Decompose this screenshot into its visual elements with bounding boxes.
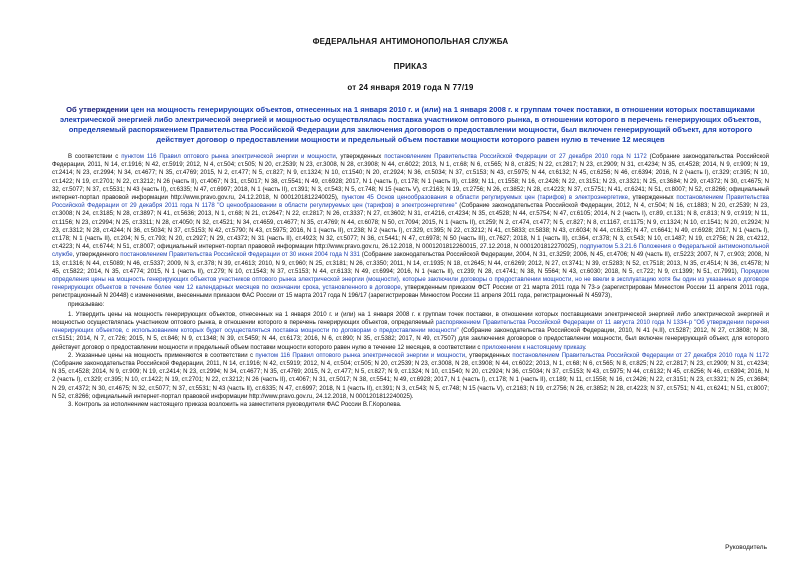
link-resolution-331[interactable]: постановлением Правительства Российской Федерации от 30 июня 2004 года N 331 [120,251,361,259]
text: , утвержденных [628,194,677,202]
organization-name: ФЕДЕРАЛЬНАЯ АНТИМОНОПОЛЬНАЯ СЛУЖБА [312,37,509,46]
text: (Собрание законодательства Российской Федерации, 2011, N 14, ст.1916; N 42, ст.5919; 2012, N 4, ст.504; ст.505; N 20, ст.2539; N 23, ст.3008, N 28, ст.3908; N 44, ст.6022; 2013, N 1, ст.68; N 6, ст.565; N 8, ст.825; N 22, ст.2817; N 23, ст.2909; N 31, ст.4234; N 35, ст.4528; 2014, N 9, ст.909; N 19, ст.2414; N 23, ст.2994; N 34, ст.4677; N 35, ст.4769; 2015, N 2, ст.477; N 5, ст.827; N 9, ст.1324; N 10, ст.1540; N 20, ст.2924; N 36, ст.5034; N 37, ст.5153; N 43, ст.5975; N 44, ст.6132; N 45, ст.6256; N 46, ст.6394; 2016, N 2 (часть I), ст.329; ст.395; N 10, ст.1422; N 19, ст.2701; N 22, ст.3212; N 26 (часть II), ст.4067; N 31, ст.5017; N 38, ст.5541; N 49, ст.6928; 2017, N 1 (часть I), ст.178; N 1 (часть II), ст.189; N 11, ст.1558; N 16, ст.2426; N 22, ст.3151; N 23, ст.3321; N 25, ст.3684; N 29, ст.4372; N 30, ст.4675; N 32, ст.5077; N 37, ст.5531; N 43 (часть II), ст.6335; N 47, ст.6997; 2018, N 1 (часть II), ст.391; N 3, ст.543; N 5, ст.748; N 15 (часть V), ст.2163; N 19, ст.2756; N 26, ст.3852; N 28, ст.4223; N 37, ст.5751; N 41, ст.6241; N 51, ст.8007; N 52, ст.8266; официальный интернет-портал правовой информации http://www.pravo.gov.ru, 24.12.2018, N 0001201812240025). [52,360,769,400]
text: , утвержденных [335,153,385,160]
signature-label: Руководитель [725,544,767,551]
link-wholesale-market-rules-2[interactable]: пунктом 116 Правил оптового рынка электрической энергии и мощности [255,351,466,359]
link-wholesale-market-rules[interactable]: пунктом 116 Правил оптового рынка электрической энергии и мощности [121,153,336,160]
text: (Собрание законодательства Российской Федерации, 2011, N 14, ст.1916; N 42, ст.5919; 2012, N 4, ст.504; ст.505; N 20, ст.2539; N 23, ст.3008, N 28, ст.3908; N 44, ст.6022; 2013, N 1, ст.68; N 6, ст.565; N 8, ст.825; N 22, ст.2817; N 23, ст.2909; N 31, ст.4234; N 35, ст.4528; 2014, N 9, ст.909; N 19, ст.2414; N 23, ст.2994; N 34, ст.4677; N 35, ст.4769; 2015, N 2, ст.477; N 5, ст.827; N 9, ст.1324; N 10, ст.1540; N 20, ст.2924; N 36, ст.5034; N 37, ст.5153; N 43, ст.5975; N 44, ст.6132; N 45, ст.6256; N 46, ст.6394; 2016, N 2 (часть I), ст.329; ст.395; N 10, ст.1422; N 19, ст.2701; N 22, ст.3212; N 26 (часть II), ст.4067; N 31, ст.5017; N 38, ст.5541; N 49, ст.6928; 2017, N 1 (часть I), ст.178; N 1 (часть II), ст.189; N 11, ст.1558; N 16, ст.2426; N 22, ст.3151; N 23, ст.3321; N 25, ст.3684; N 29, ст.4372; N 30, ст.4675; N 32, ст.5077; N 37, ст.5531; N 43 (часть II), ст.6335; N 47, ст.6997; 2018, N 1 (часть II), ст.391; N 3, ст.543; N 5, ст.748; N 15 (часть V), ст.2163; N 19, ст.2756; N 26, ст.3852; N 28, ст.4223; N 37, ст.5751; N 41, ст.6241; N 51, ст.8007; N 52, ст.8266; официальный интернет-портал правовой информации http://www.pravo.gov.ru, 24.12.2018, N 0001201812240025), [52,153,770,202]
document-type: ПРИКАЗ [393,62,428,71]
link-resolution-1172-2[interactable]: постановлением Правительства Российской Федерации от 27 декабря 2010 года N 1172 [512,351,769,359]
title-link[interactable]: цен на мощность генерирующих объектов, отнесенных на 1 января 2010 г. и (или) на 1 января 2008 г. к группам точек поставки, в отношении которых поставщиками электрической энергией либо электрической энергией и мощностью осуществлялась поставка участником оптового рынка, в отношении которого в перечень генерирующих объектов, определяемый распоряжением Правительства Российской Федерации для заключения договоров о предоставлении мощности, был включен генерирующий объект, для которого действует договор о предоставлении мощности и предельный объем поставки мощности которого равен нулю в течение 12 месяцев [59,105,762,144]
link-fas-regulation[interactable]: подпунктом 5.3.21.6 Положения о Федеральной антимонопольной службе [52,243,769,259]
link-order-1334r[interactable]: распоряжением Правительства Российской Федерации от 11 августа 2010 года N 1334-р "Об утверждении перечня генерирующих объектов, с использованием которых будет осуществляться поставка мощности по договорам о предоставлении мощности" [52,319,769,335]
text: (Собрание законодательства Российской Федерации, 2010, N 41 (ч.II), ст.5287; 2012, N 27, ст.3808; N 38, ст.5151; 2014, N 7, ст.726; 2015, N 5, ст.846; N 9, ст.1348; N 39, ст.5459; N 44, ст.6173; 2016, N 6, ст.890; N 35, ст.5382; 2017, N 49, ст.7507) для заключения договоров о предоставлении мощности, был включен генерирующий объект, для которого действует договор о предоставлении мощности и предельный объем поставки мощности которого равен нулю в течение 12 месяцев, в соответствии с [52,327,769,351]
clause-1 [52,311,769,352]
document-title [52,105,769,145]
link-price-procedure[interactable]: Порядком определения цены на мощность генерирующих объектов участников оптового рынка электрической энергии (мощности), которые заключили договоры о предоставлении мощности, но не ввели в эксплуатацию хотя бы один из указанных в договоре генерирующих объектов в течение более чем 12 календарных месяцев по окончании срока, установленного в договоре [52,267,769,292]
link-resolution-1172[interactable]: постановлением Правительства Российской Федерации от 27 декабря 2010 года N 1172 [384,153,647,160]
text: (Собрание законодательства Российской Федерации, 2012, N 4, ст.504; N 16, ст.1883; N 20, ст.2539; N 23, ст.3008; N 24, ст.3185; N 28, ст.3897; N 41, ст.5636; 2013, N 1, ст.68; N 21, ст.2647; N 22, ст.2817; N 26, ст.3337; N 27, ст.3602; N 31, ст.4216, ст.4234; N 35, ст.4528; N 44, ст.5754; N 47, ст.6105; 2014, N 2 (часть I), ст.89, ст.131; N 8, ст.813; N 9, ст.919; N 11, ст.1156; N 23, ст.2994; N 25, ст.3311; N 28, ст.4050; N 32, ст.4521; N 34, ст.4659, ст.4677; N 35, ст.4769; N 44, ст.6078; N 50, ст.7094; 2015, N 1 (часть II), ст.259; N 2, ст.474, ст.477; N 5, ст.827; N 8, ст.1167, ст.1175; N 9, ст.1324; N 10, ст.1541; N 20, ст.2924; N 23, ст.3312; N 28, ст.4244; N 36, ст.5034; N 37, ст.5153; N 42, ст.5790; N 43, ст.5975; 2016, N 1 (часть II), ст.238; N 2 (часть I), ст.329, ст.395; N 22, ст.3212; N 41, ст.5833; ст.5838; N 43, ст.6034; N 44, ст.6135; N 47, ст.6641; N 49, ст.6928; 2017, N 1 (часть I), ст.178; N 1 (часть II), ст.204; N 5, ст.793; N 20, ст.2927; N 29, ст.4372; N 31 (часть II), ст.4923; N 32, ст.5077; N 36, ст.5441; N 47, ст.6978; N 50 (часть III), ст.7627; 2018, N 1 (часть II), ст.364, ст.378; N 3, ст.543; N 10, ст.1487; N 19, ст.2756; N 28, ст.4212, ст.4223; N 44, ст.6744; N 51, ст.8007; официальный интернет-портал правовой информации http://www.pravo.gov.ru, 26.12.2018, N 0001201812260015, 27.12.2018, N 0001201812270025), [52,202,769,251]
link-pricing-basics[interactable]: пунктом 45 Основ ценообразования в области регулируемых цен (тарифов) в электроэнергетике [341,194,629,202]
text: , утвержденных [465,351,513,359]
document-body [52,153,769,409]
link-appendix[interactable]: приложением к настоящему приказу [482,343,585,351]
title-prefix: Об утверждении [66,105,131,114]
document-date-number: от 24 января 2019 года N 77/19 [347,83,474,92]
text: . [584,343,587,351]
text: 1. Утвердить цены на мощность генерирующих объектов, отнесенных на 1 января 2010 г. и (или) на 1 января 2008 г. к группам точек поставки, в отношении которых поставщиками электрической энергией либо электрической энергией и мощностью осуществлялась участником оптового рынка, в отношении которого в перечень генерирующих объектов, определяемый [52,310,769,327]
order-word: приказываю: [68,300,105,308]
link-resolution-1178[interactable]: постановлением Правительства Российской Федерации от 29 декабря 2011 года N 1178 "О ценообразовании в области регулируемых цен (тарифов) в электроэнергетике" [52,194,769,210]
clause-2 [52,352,769,401]
text: В соответствии с [68,153,122,160]
text: , утвержденного [72,251,121,259]
clause-3: 3. Контроль за исполнением настоящего приказа возложить на заместителя руководителя ФАС России В.Г.Королева. [68,401,402,409]
text: , утвержденным приказом ФСТ России от 21 марта 2011 года N 73-э (зарегистрирован Минюстом России 11 апреля 2011 года, регистрационный N 20448) с изменениями, внесенными приказом ФАС России от 15 марта 2017 года N 196/17 (зарегистрирован Минюстом России 11 апреля 2011 года, регистрационный N 45973), [52,284,770,300]
text: 2. Указанные цены на мощность применяются в соответствии с [68,351,256,359]
preamble-paragraph [52,153,769,301]
text: (Собрание законодательства Российской Федерации, 2004, N 31, ст.3259; 2006, N 45, ст.4706; N 49 (часть II), ст.5223; 2007, N 7, ст.903; 2008, N 13, ст.1316; N 44, ст.5089; N 46, ст.5337; 2009, N 3, ст.378; N 39, ст.4613; 2010, N 9, ст.960; N 25, ст.3181; N 26, ст.3350; 2011, N 14, ст.1935; N 18, ст.2645; N 44, ст.6269; 2012, N 27, ст.3741; N 39, ст.5283; N 52, ст.7518; 2013, N 35, ст.4514; N 36, ст.4578; N 45, ст.5822; 2014, N 35, ст.4774; 2015, N 1 (часть II), ст.279; N 10, ст.1543; N 37, ст.5153; N 44, ст.6133; N 49, ст.6994; 2016, N 1 (часть II), ст.239; N 28, ст.4741; N 38, N 5564; N 43, ст.6030; 2018, N 5, ст.722; N 9, ст.1399; N 51, ст.7991), [52,251,769,275]
